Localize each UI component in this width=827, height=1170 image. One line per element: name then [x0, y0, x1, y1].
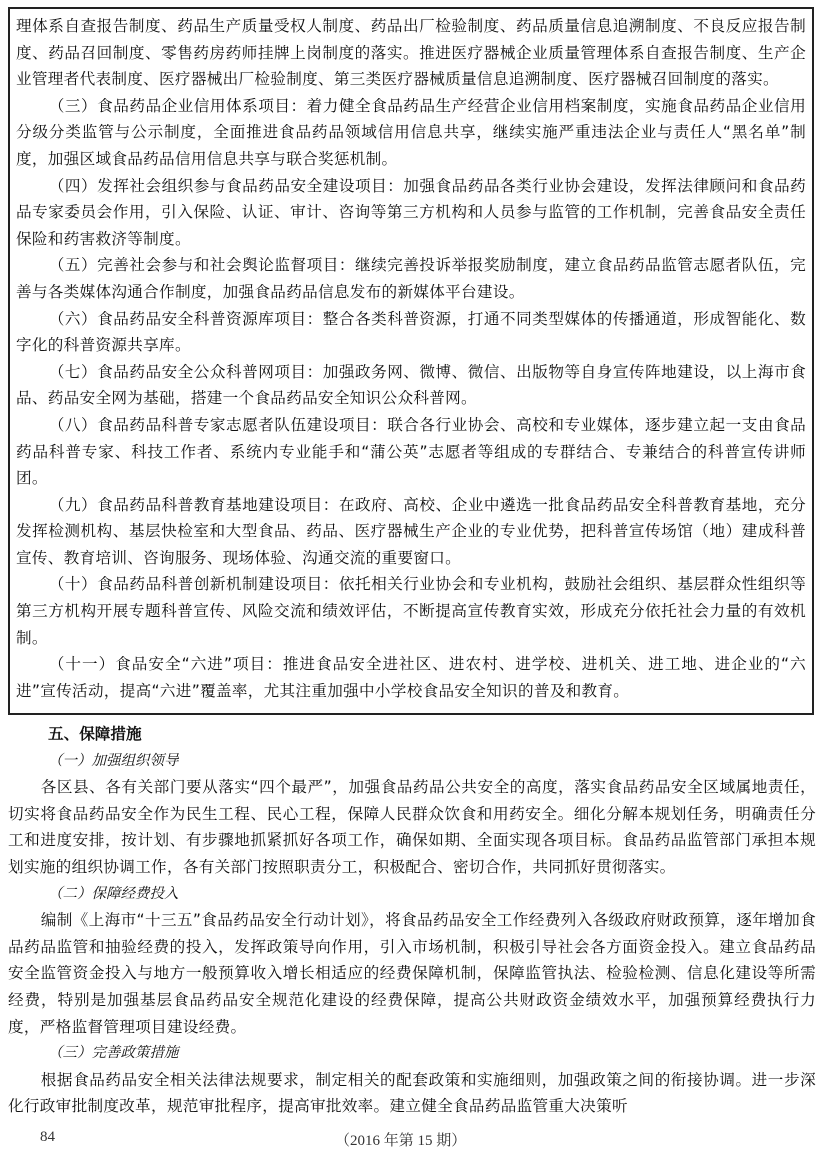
- subsection-title-2: （二）保障经费投入: [48, 885, 179, 902]
- paragraph-item-11: （十一）食品安全“六进”项目：推进食品安全进社区、进农村、进学校、进机关、进工地、进企业的“六进”宣传活动，提高“六进”覆盖率，尤其注重加强中小学校食品安全知识的普及和教育。: [16, 655, 806, 700]
- paragraph-item-6: （六）食品药品安全科普资源库项目：整合各类科普资源，打通不同类型媒体的传播通道，形成智能化、数字化的科普资源共享库。: [16, 309, 806, 355]
- paragraph-policy: 根据食品药品安全相关法律法规要求，制定相关的配套政策和实施细则，加强政策之间的衔接协调。进一步深化行政审批制度改革，规范审批程序，提高审批效率。建立健全食品药品监管重大决策听: [8, 1070, 816, 1116]
- section-safeguards: [8, 721, 816, 1120]
- paragraph-item-9: （九）食品药品科普教育基地建设项目：在政府、高校、企业中遴选一批食品药品安全科普教育基地，充分发挥检测机构、基层快检室和大型食品、药品、医疗器械生产企业的专业优势，把科普宣传场馆（地）建成科普宣传、教育培训、咨询服务、现场体验、沟通交流的重要窗口。: [16, 495, 806, 567]
- paragraph-item-3: （三）食品药品企业信用体系项目：着力健全食品药品生产经营企业信用档案制度，实施食品药品企业信用分级分类监管与公示制度，全面推进食品药品领域信用信息共享，继续实施严重违法企业与责任人“黑名单”制度，加强区域食品药品信用信息共享与联合奖惩机制。: [16, 96, 806, 168]
- issue-label: （2016 年第 15 期）: [335, 1133, 467, 1149]
- paragraph-item-5: （五）完善社会参与和社会舆论监督项目：继续完善投诉举报奖励制度，建立食品药品监管志愿者队伍，完善与各类媒体沟通合作制度，加强食品药品信息发布的新媒体平台建设。: [16, 256, 806, 301]
- section-title: 五、保障措施: [48, 725, 142, 743]
- paragraph-leadership: 各区县、各有关部门要从落实“四个最严”，加强食品药品公共安全的高度，落实食品药品安全区域属地责任，切实将食品药品安全作为民生工程、民心工程，保障人民群众饮食和用药安全。细化分解本规划任务，明确责任分工和进度安排，按计划、有步骤地抓紧抓好各项工作，确保如期、全面实现各项目标。食品药品监管部门承担本规划实施的组织协调工作，各有关部门按照职责分工，积极配合、密切合作，共同抓好贯彻落实。: [8, 778, 816, 876]
- paragraph-item-8: （八）食品药品科普专家志愿者队伍建设项目：联合各行业协会、高校和专业媒体，逐步建立起一支由食品药品科普专家、科技工作者、系统内专业能手和“蒲公英”志愿者等组成的专群结合、专兼结合的科普宣传讲师团。: [16, 415, 806, 488]
- paragraph-item-10: （十）食品药品科普创新机制建设项目：依托相关行业协会和专业机构，鼓励社会组织、基层群众性组织等第三方机构开展专题科普宣传、风险交流和绩效评估，不断提高宣传教育实效，形成充分依托社会力量的有效机制。: [16, 575, 806, 647]
- paragraph-continued: 理体系自查报告制度、药品生产质量受权人制度、药品出厂检验制度、药品质量信息追溯制度、不良反应报告制度、药品召回制度、零售药房药师挂牌上岗制度的落实。推进医疗器械企业质量管理体系自查报告制度、生产企业管理者代表制度、医疗器械出厂检验制度、第三类医疗器械质量信息追溯制度、医疗器械召回制度的落实。: [16, 17, 806, 89]
- paragraph-funding: 编制《上海市“十三五”食品药品安全行动计划》，将食品药品安全工作经费列入各级政府财政预算，逐年增加食品药品监管和抽验经费的投入，发挥政策导向作用，引入市场机制，积极引导社会各方面资金投入。建立食品药品安全监管资金投入与地方一般预算收入增长相适应的经费保障机制，保障监管执法、检验检测、信息化建设等所需经费，特别是加强基层食品药品安全规范化建设的经费保障，提高公共财政资金绩效水平，加强预算经费执行力度，严格监督管理项目建设经费。: [8, 911, 816, 1036]
- subsection-title-3: （三）完善政策措施: [48, 1045, 179, 1062]
- project-list-box: [8, 7, 814, 715]
- paragraph-item-4: （四）发挥社会组织参与食品药品安全建设项目：加强食品药品各类行业协会建设，发挥法律顾问和食品药品专家委员会作用，引入保险、认证、审计、咨询等第三方机构和人员参与监管的工作机制，完善食品安全责任保险和药害救济等制度。: [16, 176, 806, 248]
- paragraph-item-7: （七）食品药品安全公众科普网项目：加强政务网、微博、微信、出版物等自身宣传阵地建设，以上海市食品、药品安全网为基础，搭建一个食品药品安全知识公众科普网。: [16, 362, 806, 408]
- page-number: 84: [40, 1129, 55, 1145]
- subsection-title-1: （一）加强组织领导: [48, 752, 179, 769]
